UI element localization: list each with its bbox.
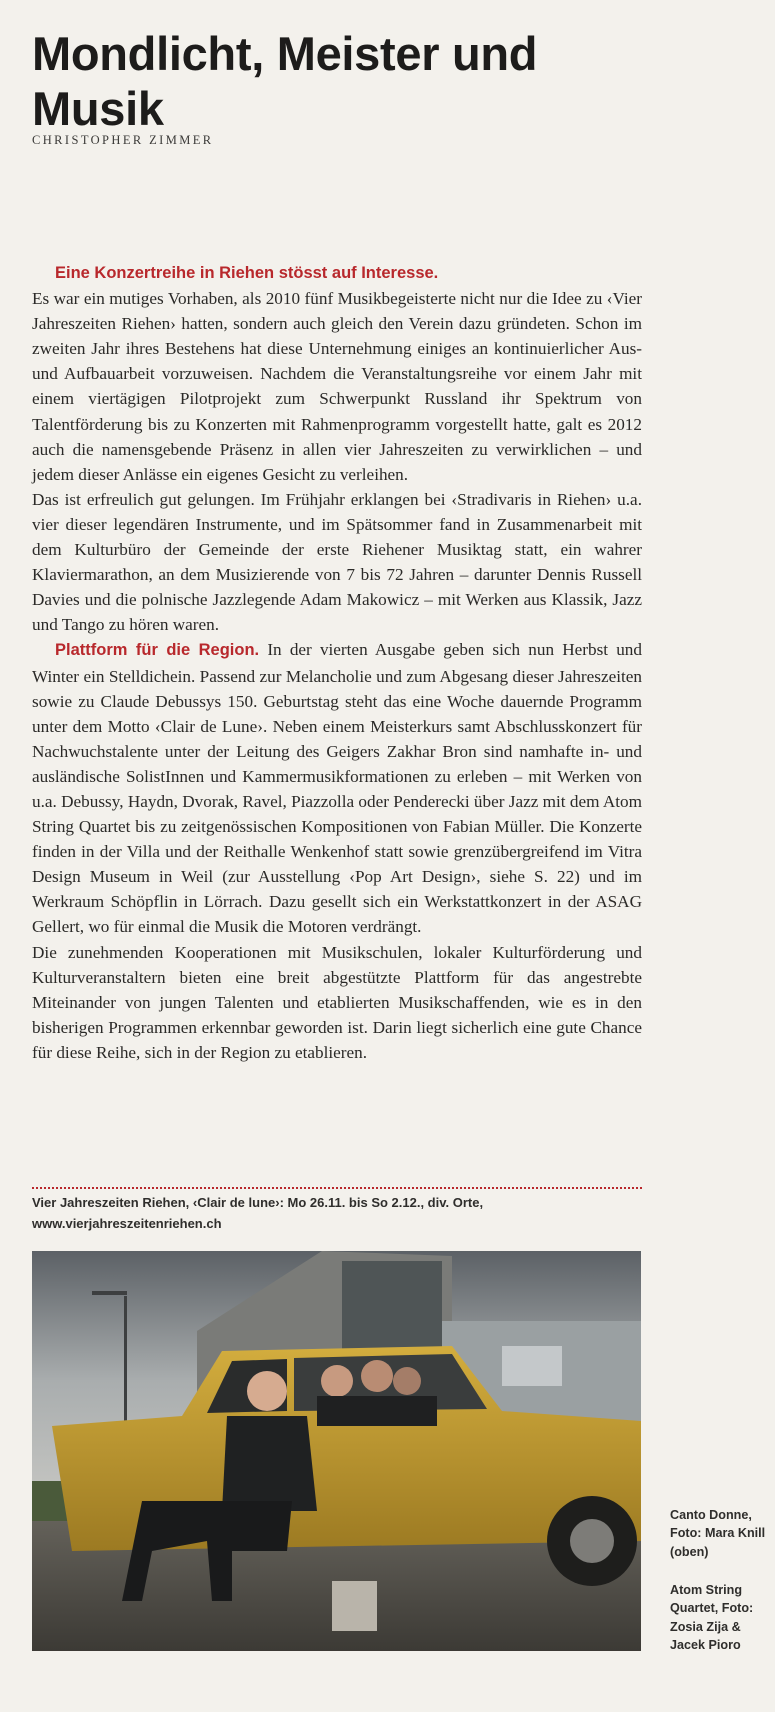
paragraph-4: Die zunehmenden Kooperationen mit Musikschulen, lokaler Kulturförderung und Kulturveranstaltern bieten eine breit abgestützte Plattform für das angestrebte Miteinander von jungen Talenten und etablierten Musikschaffenden, wie es in den bisherigen Programmen erkennbar geworden ist. Darin liegt sicherlich eine gute Chance für diese Reihe, sich in der Region zu etablieren.	[32, 942, 642, 1062]
paragraph-3-text: In der vierten Ausgabe geben sich nun Herbst und Winter ein Stelldichein. Passend zur Melancholie und zum Abgesang dieser Jahreszeiten sowie zu Claude Debussys 150. Geburtstag steht das eine Woche dauernde Programm unter dem Motto ‹Clair de Lune›. Neben einem Meisterkurs samt Abschlusskonzert für Nachwuchstalente unter der Leitung des Geigers Zakhar Bron sind namhafte in- und ausländische SolistInnen und Kammermusikformationen zu erleben – mit Werken von u.a. Debussy, Haydn, Dvorak, Ravel, Piazzolla oder Penderecki über Jazz mit dem Atom String Quartet bis zu zeitgenössischen Kompositionen von Fabian Müller. Die Konzerte finden in der Villa und der Reithalle Wenkenhof statt sowie grenzübergreifend im Vitra Design Museum in Weil (zur Ausstellung ‹Pop Art Design›, siehe S. 22) und im Werkraum Schöpflin in Lörrach. Dazu gesellt sich ein Werkstattkonzert in der ASAG Gellert, wo für einmal die Musik die Motoren verdrängt.	[32, 640, 642, 937]
photo-caption-2: Atom String Quartet, Foto: Zosia Zija & Jacek Pioro	[670, 1583, 754, 1652]
paragraph-1	[32, 260, 642, 286]
seated-musician	[247, 1371, 287, 1411]
event-info-line-2: www.vierjahreszeitenriehen.ch	[32, 1216, 222, 1231]
paragraph-3	[32, 637, 642, 939]
event-info-line-1: Vier Jahreszeiten Riehen, ‹Clair de lune›: Mo 26.11. bis So 2.12., div. Orte,	[32, 1195, 484, 1210]
dotted-divider	[32, 1187, 642, 1189]
musician-in-car-1	[321, 1365, 353, 1397]
article-title: Mondlicht, Meister und Musik	[32, 27, 538, 135]
photo-illustration	[32, 1251, 641, 1651]
article-body	[32, 260, 642, 1065]
band-photo	[32, 1251, 641, 1651]
brick	[332, 1581, 377, 1631]
musician-in-car-2	[361, 1360, 393, 1392]
photo-caption-1: Canto Donne, Foto: Mara Knill (oben)	[670, 1508, 766, 1559]
lead-heading-2: Plattform für die Region.	[55, 641, 260, 660]
author-byline: CHRISTOPHER ZIMMER	[32, 133, 214, 147]
paragraph-2: Das ist erfreulich gut gelungen. Im Frühjahr erklangen bei ‹Stradivaris in Riehen› u.a. vier dieser legendären Instrumente, und im Spätsommer fand in Zusammenarbeit mit dem Kulturbüro der Gemeinde der erste Riehener Musiktag statt, ein wahrer Klaviermarathon, an dem Musizierende von 7 bis 72 Jahren – darunter Dennis Russell Davies und die polnische Jazzlegende Adam Makowicz – mit Werken aus Klassik, Jazz und Tango zu hören waren.	[32, 489, 642, 635]
lead-heading-1: Eine Konzertreihe in Riehen stösst auf Interesse.	[55, 264, 439, 282]
paragraph-1-text: Es war ein mutiges Vorhaben, als 2010 fünf Musikbegeisterte nicht nur die Idee zu ‹Vier Jahreszeiten Riehen› hatten, sondern auch gleich den Verein dazu gründeten. Schon im zweiten Jahr ihres Bestehens hat diese Unternehmung einiges an kontinuierlicher Aus- und Aufbauarbeit vorzuweisen. Nachdem die Veranstaltungsreihe vor einem Jahr mit einem viertägigen Pilotprojekt zum Schwerpunkt Russland ihr Spektrum von Talentförderung bis zu Konzerten mit Rahmenprogramm vorgestellt hatte, galt es 2012 auch die namensgebende Präsenz in allen vier Jahreszeiten zu verwirklichen – und jedem dieser Anlässe ein eigenes Gesicht zu verleihen.	[32, 289, 642, 484]
event-info	[32, 1192, 642, 1234]
musician-in-car-3	[393, 1367, 421, 1395]
